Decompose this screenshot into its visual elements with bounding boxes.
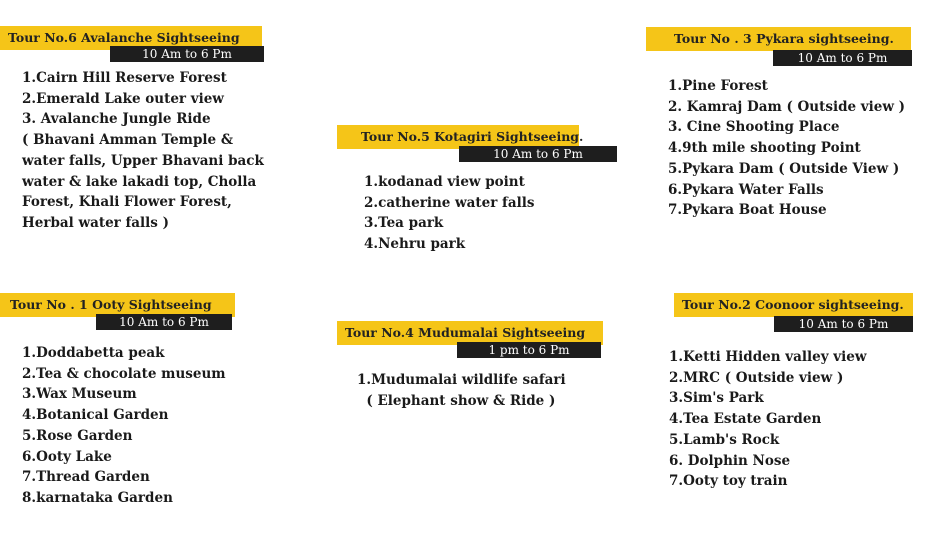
list-item: 4.Nehru park (364, 236, 466, 253)
list-item: 5.Pykara Dam ( Outside View ) (668, 160, 900, 177)
list-item: 7.Ooty toy train (669, 473, 788, 490)
list-item: 3. Avalanche Jungle Ride (22, 111, 211, 128)
tour-time: 1 pm to 6 Pm (457, 342, 601, 358)
tour-time: 10 Am to 6 Pm (459, 146, 617, 162)
tour-time: 10 Am to 6 Pm (774, 316, 913, 332)
list-item: water falls, Upper Bhavani back (22, 152, 264, 169)
list-item: 7.Pykara Boat House (668, 202, 827, 219)
tour-item-list (669, 347, 866, 492)
tour-item-list (22, 343, 226, 509)
list-item: 6.Pykara Water Falls (668, 181, 824, 198)
tour-title: Tour No.4 Mudumalai Sightseeing (337, 321, 603, 345)
list-item: Forest, Khali Flower Forest, (22, 194, 232, 211)
list-item: 2.catherine water falls (364, 194, 535, 211)
tour-item-list (22, 68, 264, 234)
list-item: 1.Ketti Hidden valley view (669, 349, 867, 365)
list-item: 1.Cairn Hill Reserve Forest (22, 70, 227, 86)
list-item: 8.karnataka Garden (22, 489, 173, 506)
list-item: 2.MRC ( Outside view ) (669, 369, 844, 386)
list-item: 3.Tea park (364, 215, 444, 232)
list-item: 3.Wax Museum (22, 386, 137, 403)
list-item: 3. Cine Shooting Place (668, 119, 840, 136)
list-item: 6. Dolphin Nose (669, 452, 791, 469)
list-item: 1.kodanad view point (364, 174, 525, 190)
list-item: Herbal water falls ) (22, 214, 169, 231)
list-item: ( Elephant show & Ride ) (357, 392, 556, 409)
list-item: 4.Botanical Garden (22, 407, 169, 424)
tour-title: Tour No.5 Kotagiri Sightseeing. (337, 125, 579, 149)
list-item: 4.9th mile shooting Point (668, 140, 861, 157)
tour-title: Tour No . 1 Ooty Sightseeing (0, 293, 235, 317)
list-item: 2.Emerald Lake outer view (22, 90, 224, 107)
list-item: 4.Tea Estate Garden (669, 411, 822, 428)
tour-time: 10 Am to 6 Pm (110, 46, 264, 62)
tour-title: Tour No.2 Coonoor sightseeing. (674, 293, 913, 317)
list-item: 5.Rose Garden (22, 427, 133, 444)
tour-title: Tour No.6 Avalanche Sightseeing (0, 26, 262, 50)
tour-item-list (357, 370, 566, 411)
list-item: 3.Sim's Park (669, 390, 764, 407)
list-item: 5.Lamb's Rock (669, 431, 780, 448)
tour-item-list (668, 76, 905, 221)
tour-time: 10 Am to 6 Pm (96, 314, 232, 330)
tour-time: 10 Am to 6 Pm (773, 50, 912, 66)
list-item: 6.Ooty Lake (22, 448, 112, 465)
list-item: 1.Pine Forest (668, 78, 768, 94)
tour-item-list (364, 172, 534, 255)
list-item: water & lake lakadi top, Cholla (22, 173, 257, 190)
list-item: 7.Thread Garden (22, 469, 150, 486)
list-item: 2.Tea & chocolate museum (22, 365, 226, 382)
list-item: ( Bhavani Amman Temple & (22, 132, 234, 149)
list-item: 2. Kamraj Dam ( Outside view ) (668, 98, 906, 115)
list-item: 1.Doddabetta peak (22, 345, 165, 361)
list-item: 1.Mudumalai wildlife safari (357, 372, 566, 388)
tour-title: Tour No . 3 Pykara sightseeing. (646, 27, 911, 51)
